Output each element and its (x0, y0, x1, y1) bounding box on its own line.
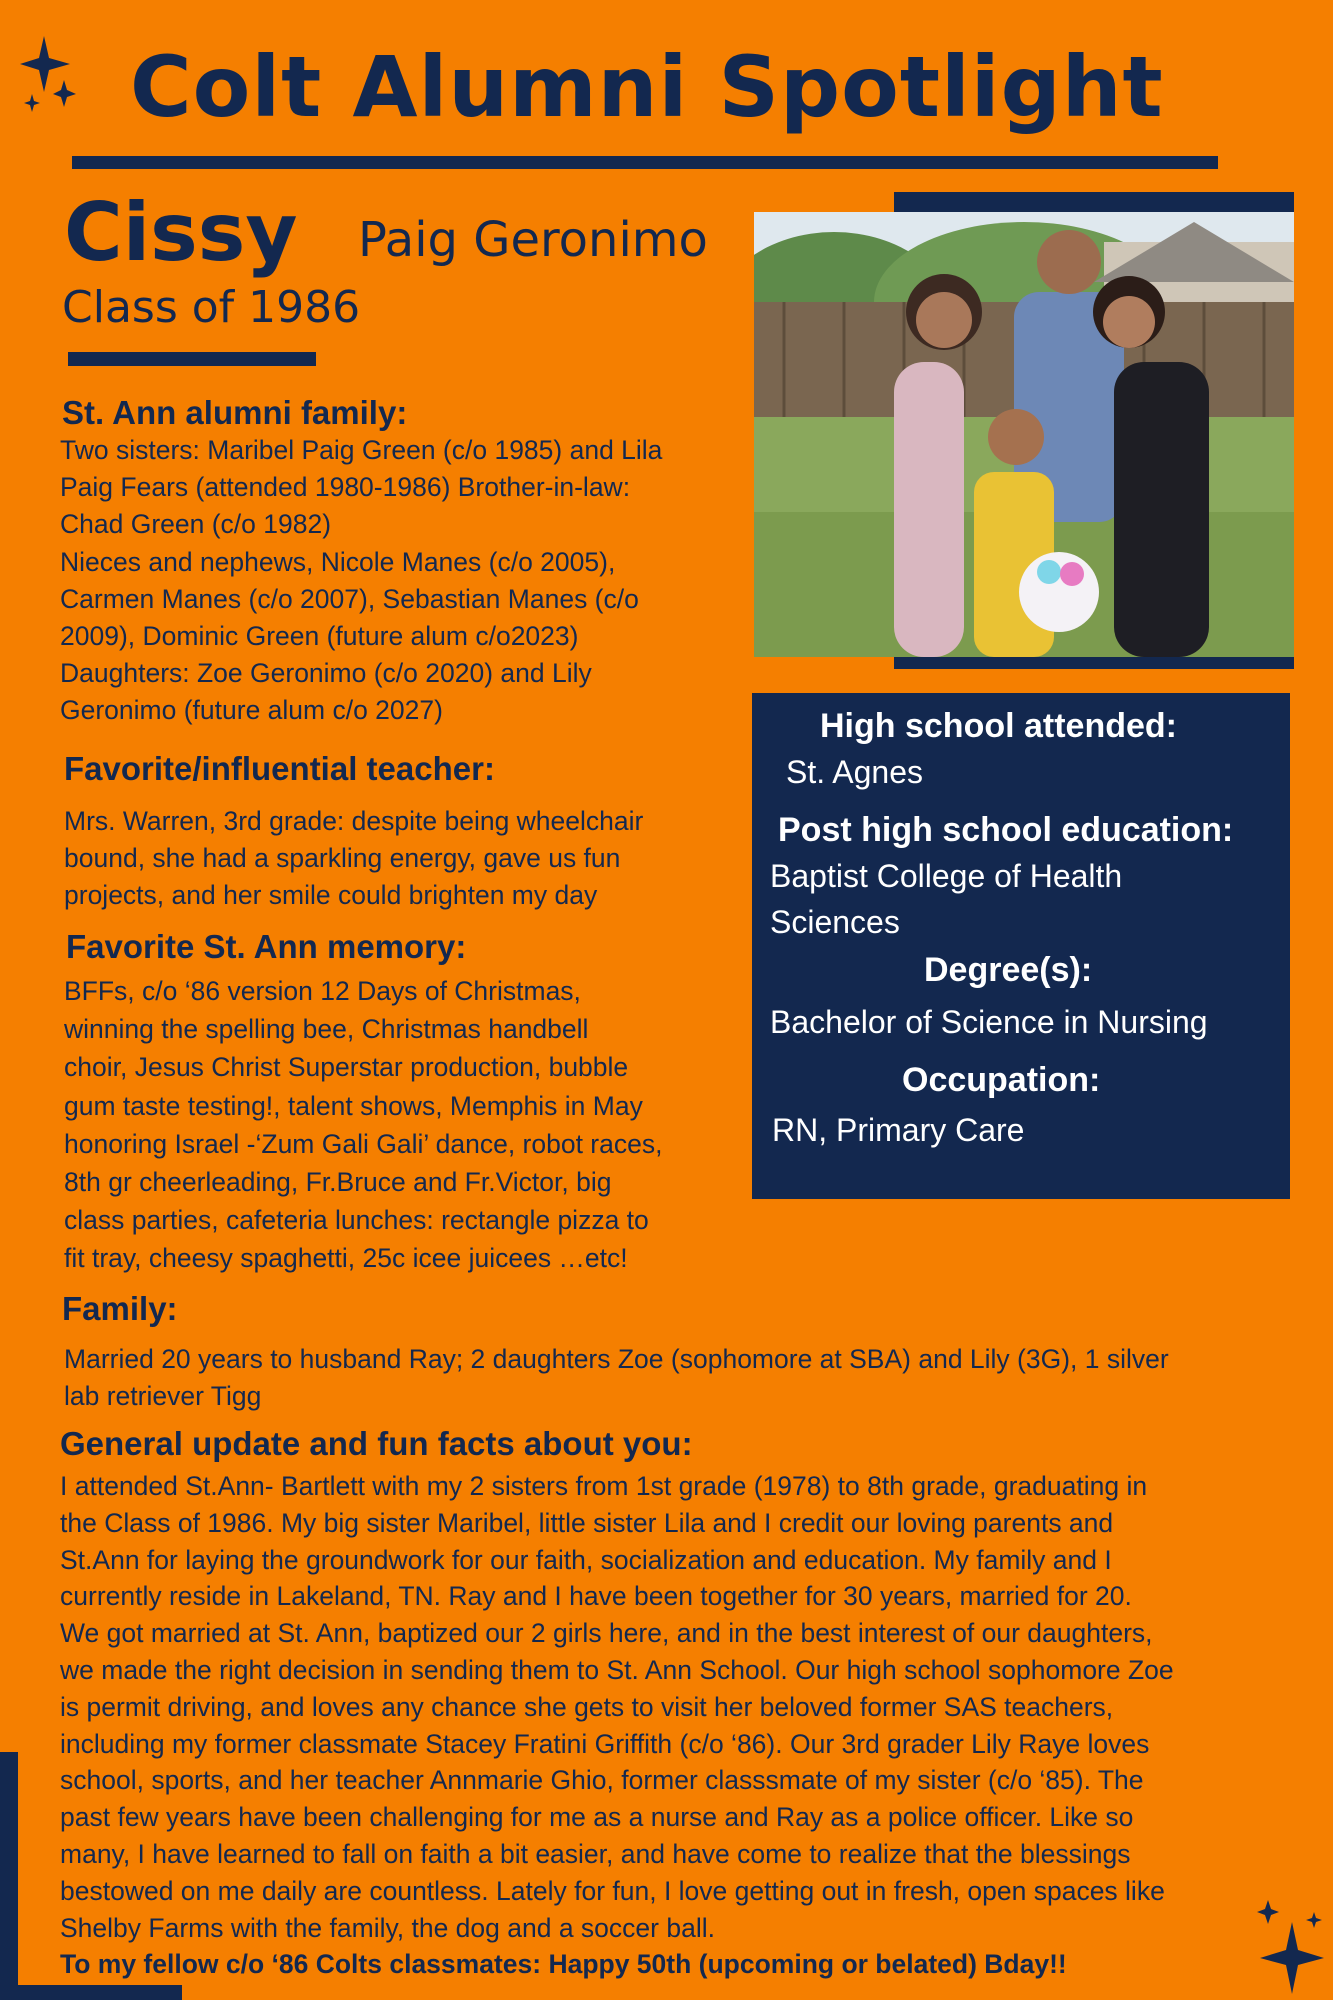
text-line: the Class of 1986. My big sister Maribel, little sister Lila and I credit our loving parents and (60, 1507, 1114, 1538)
update-text (60, 1468, 1300, 1983)
family-photo (754, 212, 1294, 657)
text-line: Mrs. Warren, 3rd grade: despite being wheelchair (64, 806, 644, 836)
text-line: bound, she had a sparkling energy, gave us fun (64, 843, 621, 874)
post-high-school-label: Post high school education: (778, 811, 1234, 849)
text-line: St.Ann for laying the groundwork for our faith, socialization and education. My family and I (60, 1544, 1112, 1575)
text-line: is permit driving, and loves any chance she gets to visit her beloved former SAS teachers, (60, 1691, 1114, 1722)
text-line: Nieces and nephews, Nicole Manes (c/o 2005), (60, 546, 616, 577)
title-divider (72, 156, 1218, 169)
sparkle-icon (1252, 1900, 1328, 1996)
update-heading: General update and fun facts about you: (60, 1425, 693, 1462)
corner-accent-bar (0, 1752, 18, 2000)
memory-text (64, 972, 754, 1278)
degree-label: Degree(s): (924, 951, 1093, 989)
text-line: Geronimo (future alum c/o 2027) (60, 695, 443, 726)
text-line: Sciences (770, 904, 900, 940)
text-line: 2009), Dominic Green (future alum c/o2023) (60, 621, 579, 652)
text-line: many, I have learned to fall on faith a bit easier, and have come to realize that the blessings (60, 1838, 1131, 1869)
closing-line: To my fellow c/o ‘86 Colts classmates: Happy 50th (upcoming or belated) Bday!! (60, 1949, 1067, 1980)
text-line: school, sports, and her teacher Annmarie Ghio, former classsmate of my sister (c/o ‘85). The (60, 1765, 1144, 1796)
family-text (64, 1341, 1304, 1415)
text-line: Shelby Farms with the family, the dog and a soccer ball. (60, 1912, 715, 1943)
text-line: currently reside in Lakeland, TN. Ray and I have been together for 30 years, married for 20. (60, 1581, 1132, 1612)
occupation-label: Occupation: (902, 1061, 1101, 1099)
sparkle-icon (18, 34, 76, 112)
education-info-box (752, 693, 1290, 1199)
page-title: Colt Alumni Spotlight (130, 38, 1164, 136)
high-school-value: St. Agnes (786, 754, 923, 790)
text-line: gum taste testing!, talent shows, Memphis in May (64, 1090, 643, 1121)
text-line: 8th gr cheerleading, Fr.Bruce and Fr.Victor, big (64, 1167, 612, 1198)
text-line: Baptist College of Health (770, 858, 1123, 894)
text-line: Married 20 years to husband Ray; 2 daughters Zoe (sophomore at SBA) and Lily (3G), 1 silver (64, 1344, 1169, 1374)
name-divider (68, 352, 316, 366)
high-school-label: High school attended: (820, 707, 1177, 745)
degree-value: Bachelor of Science in Nursing (770, 1004, 1208, 1040)
text-line: lab retriever Tigg (64, 1381, 262, 1412)
text-line: Daughters: Zoe Geronimo (c/o 2020) and Lily (60, 658, 592, 689)
text-line: Chad Green (c/o 1982) (60, 509, 332, 540)
text-line: class parties, cafeteria lunches: rectangle pizza to (64, 1205, 649, 1236)
text-line: fit tray, cheesy spaghetti, 25c icee juicees …etc! (64, 1243, 628, 1274)
teacher-text (64, 803, 744, 915)
alumni-first-name: Cissy (64, 186, 298, 279)
text-line: honoring Israel -‘Zum Gali Gali’ dance, robot races, (64, 1128, 663, 1159)
alumni-family-heading: St. Ann alumni family: (62, 394, 408, 431)
text-line: we made the right decision in sending them to St. Ann School. Our high school sophomore Zoe (60, 1654, 1174, 1685)
text-line: BFFs, c/o ‘86 version 12 Days of Christmas, (64, 976, 581, 1006)
corner-accent-bar (0, 1985, 182, 2000)
post-high-school-value (770, 853, 1122, 945)
text-line: We got married at St. Ann, baptized our 2 girls here, and in the best interest of our daughters, (60, 1618, 1153, 1649)
class-year: Class of 1986 (62, 282, 361, 333)
text-line: including my former classmate Stacey Fratini Griffith (c/o ‘86). Our 3rd grader Lily Raye loves (60, 1728, 1150, 1759)
text-line: projects, and her smile could brighten my day (64, 880, 598, 911)
text-line: choir, Jesus Christ Superstar production, bubble (64, 1052, 629, 1083)
text-line: I attended St.Ann- Bartlett with my 2 sisters from 1st grade (1978) to 8th grade, graduating in (60, 1471, 1148, 1501)
family-heading: Family: (62, 1290, 178, 1327)
text-line: Carmen Manes (c/o 2007), Sebastian Manes (c/o (60, 583, 639, 614)
text-line: past few years have been challenging for me as a nurse and Ray as a police officer. Like so (60, 1802, 1134, 1833)
teacher-heading: Favorite/influential teacher: (64, 750, 495, 787)
memory-heading: Favorite St. Ann memory: (66, 928, 467, 965)
occupation-value: RN, Primary Care (772, 1112, 1025, 1148)
text-line: bestowed on me daily are countless. Lately for fun, I love getting out in fresh, open spaces like (60, 1875, 1165, 1906)
alumni-family-text (60, 432, 740, 730)
text-line: Paig Fears (attended 1980-1986) Brother-in-law: (60, 472, 631, 503)
text-line: winning the spelling bee, Christmas handbell (64, 1014, 589, 1045)
alumni-last-name: Paig Geronimo (358, 212, 708, 268)
text-line: Two sisters: Maribel Paig Green (c/o 1985) and Lila (60, 435, 663, 465)
